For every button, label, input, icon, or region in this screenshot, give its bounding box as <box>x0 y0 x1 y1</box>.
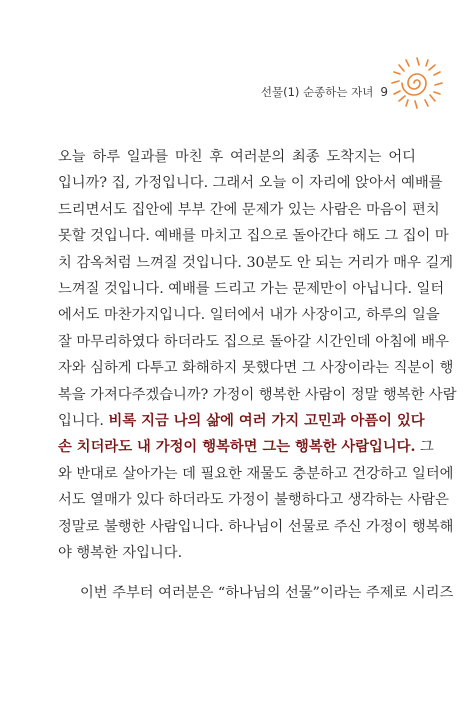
text-plain: 그 <box>415 439 434 456</box>
text-line: 정말로 불행한 사람입니다. 하나님이 선물로 주신 가정이 행복해 <box>58 518 454 535</box>
text-line: 야 행복한 자입니다. <box>58 545 183 562</box>
text-plain: 입니다. <box>58 413 109 430</box>
text-line <box>58 408 425 434</box>
text-line: 잘 마무리하였다 하더라도 집으로 돌아갈 시간인데 아침에 배우 <box>58 333 449 350</box>
page-number: 9 <box>380 85 388 99</box>
highlighted-text: 비록 지금 나의 삶에 여러 가지 고민과 아픔이 있다 <box>108 413 425 430</box>
text-line: 못할 것입니다. 예배를 마치고 집으로 돌아간다 해도 그 집이 마 <box>58 228 449 245</box>
text-line: 자와 심하게 다투고 화해하지 못했다면 그 사장이라는 직분이 행 <box>58 360 454 377</box>
running-header <box>261 84 388 100</box>
paragraph-1 <box>58 144 457 567</box>
text-line <box>58 434 434 460</box>
text-line: 복을 가져다주겠습니까? 가정이 행복한 사람이 정말 행복한 사람 <box>58 386 457 403</box>
text-line: 드리면서도 집안에 부부 간에 문제가 있는 사람은 마음이 편치 <box>58 201 440 218</box>
running-title: 선물(1) 순종하는 자녀 <box>260 85 374 99</box>
text-line: 와 반대로 살아가는 데 필요한 재물도 충분하고 건강하고 일터에 <box>58 465 454 482</box>
highlighted-text: 손 치더라도 내 가정이 행복하면 그는 행복한 사람입니다. <box>58 439 416 456</box>
text-line: 에서도 마찬가지입니다. 일터에서 내가 사장이고, 하루의 일을 <box>58 307 440 324</box>
text-line: 서도 열매가 있다 하더라도 가정이 불행하다고 생각하는 사람은 <box>58 492 449 509</box>
paragraph-2 <box>58 580 454 606</box>
sun-spiral-icon <box>386 52 448 114</box>
text-line: 치 감옥처럼 느껴질 것입니다. 30분도 안 되는 거리가 매우 길게 <box>58 254 454 271</box>
text-line: 입니까? 집, 가정입니다. 그래서 오늘 이 자리에 앉아서 예배를 <box>58 175 443 192</box>
text-line: 이번 주부터 여러분은 “하나님의 선물”이라는 주제로 시리즈 <box>80 585 454 601</box>
text-line: 느껴질 것입니다. 예배를 드리고 가는 문제만이 아닙니다. 일터 <box>58 281 445 298</box>
text-line: 오늘 하루 일과를 마친 후 여러분의 최종 도착지는 어디 <box>58 149 416 165</box>
